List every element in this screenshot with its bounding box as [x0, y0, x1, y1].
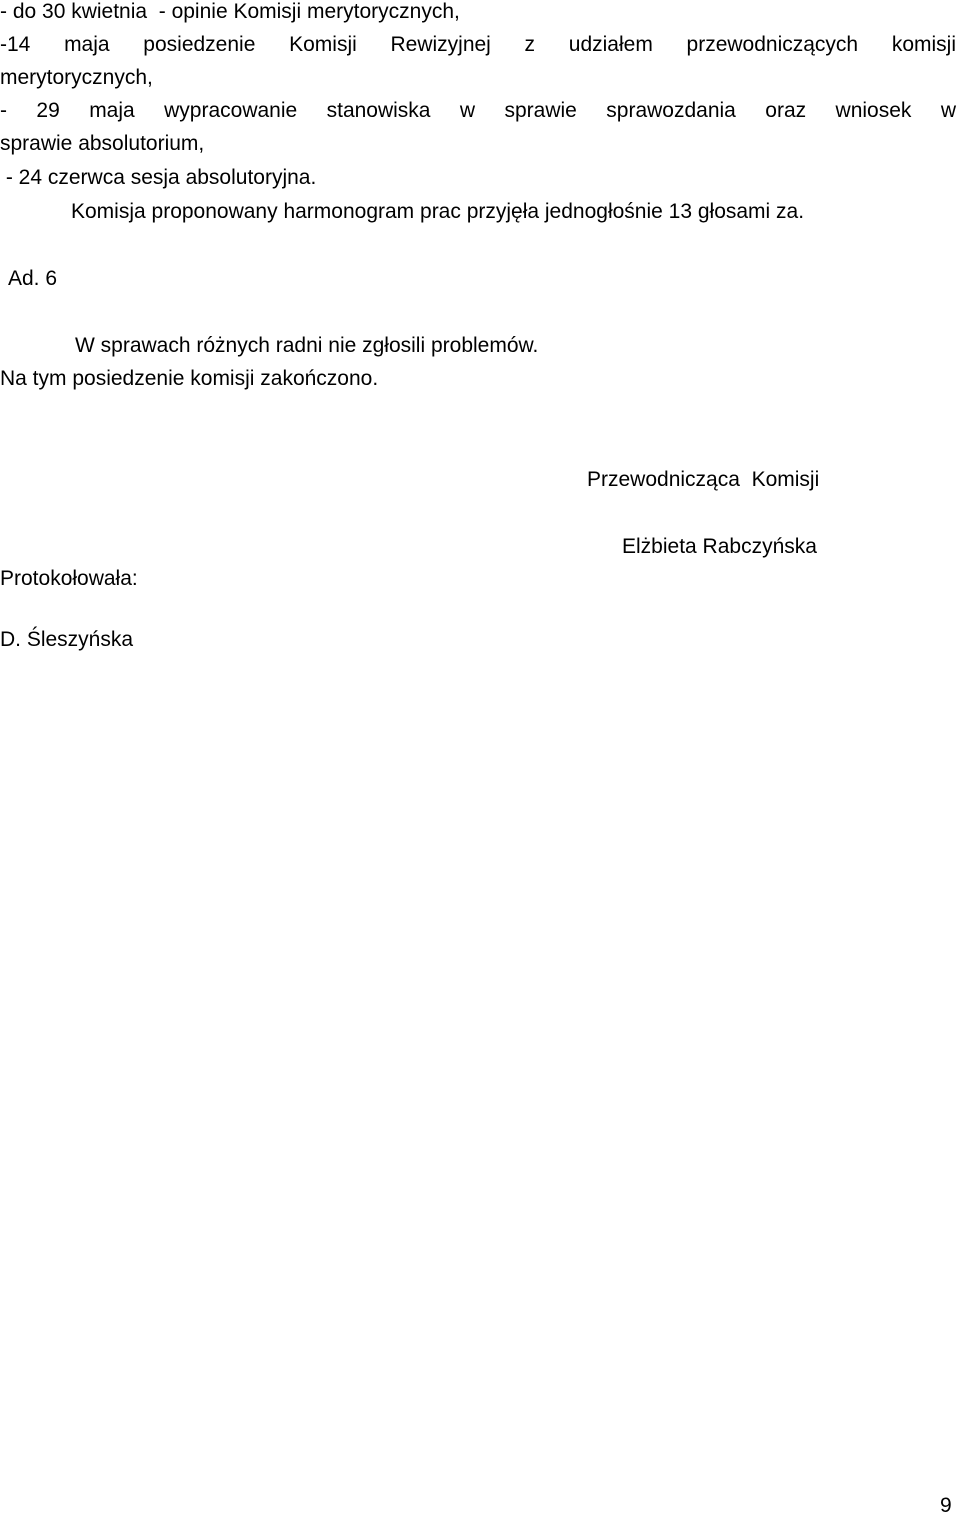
resolution-text: Komisja proponowany harmonogram prac przyjęła jednogłośnie 13 głosami za. [71, 200, 805, 223]
schedule-line-3: merytorycznych, [0, 66, 153, 89]
chair-title: Przewodnicząca Komisji [587, 468, 820, 491]
agenda-item-heading: Ad. 6 [8, 267, 58, 290]
chair-name: Elżbieta Rabczyńska [622, 535, 817, 558]
schedule-line-6: - 24 czerwca sesja absolutoryjna. [0, 166, 317, 189]
misc-matters-text: W sprawach różnych radni nie zgłosili problemów. [75, 334, 539, 357]
recorder-label: Protokołowała: [0, 567, 138, 590]
recorder-name: D. Śleszyńska [0, 628, 134, 651]
schedule-line-2: -14 maja posiedzenie Komisji Rewizyjnej z udziałem przewodniczących komisji [0, 33, 956, 56]
closing-text: Na tym posiedzenie komisji zakończono. [0, 367, 379, 390]
schedule-line-1: - do 30 kwietnia - opinie Komisji merytorycznych, [0, 0, 460, 23]
schedule-line-4: - 29 maja wypracowanie stanowiska w sprawie sprawozdania oraz wniosek w [0, 99, 956, 122]
page-number: 9 [940, 1494, 952, 1517]
schedule-line-5: sprawie absolutorium, [0, 132, 205, 155]
